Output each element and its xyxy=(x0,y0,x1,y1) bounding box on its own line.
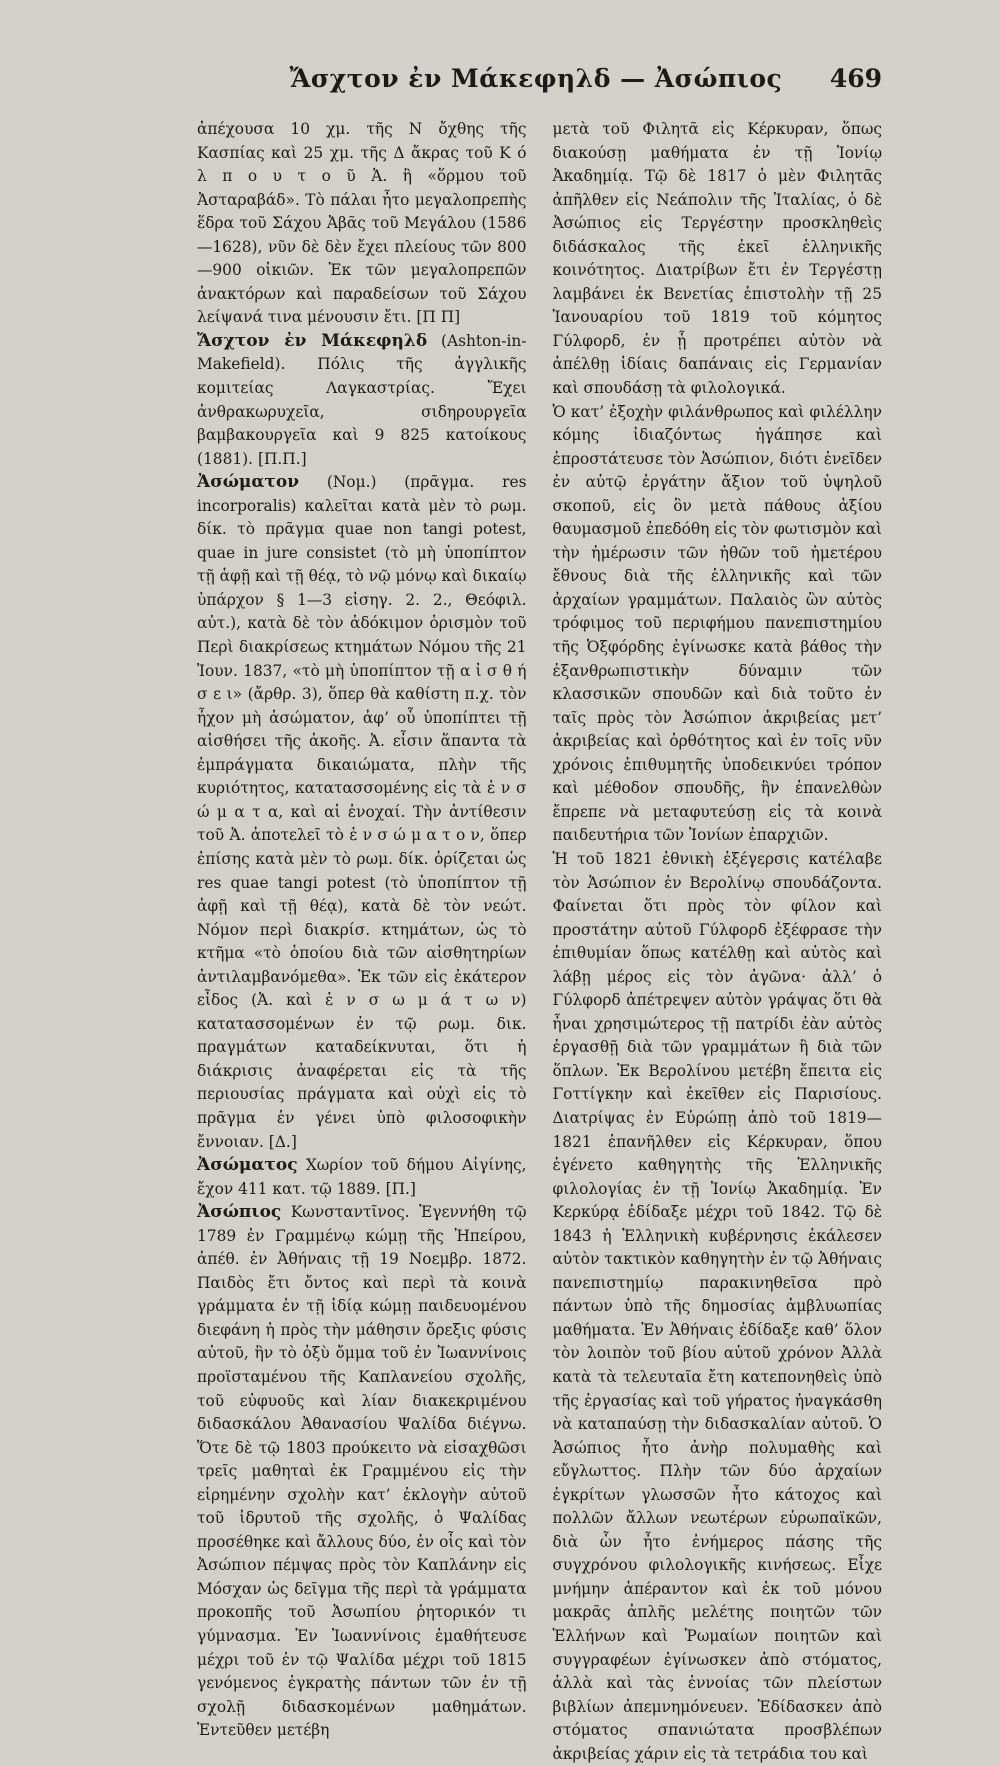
entry-asomaton xyxy=(197,471,527,1154)
entry-text-ashton: (Ashton-in-Makefield). Πόλις τῆς ἀγγλικῆς κομιτείας Λαγκαστρίας. Ἔχει ἀνθρακωρυχεῖα, σιδηρουργεῖα βαμβακουργεῖα καὶ 9 825 κατοίκους (1881). [Π.Π.] xyxy=(197,331,527,468)
right-paragraph-1: μετὰ τοῦ Φιλητᾶ εἰς Κέρκυραν, ὅπως διακούσῃ μαθήματα ἐν τῇ Ἰονίῳ Ἀκαδημίᾳ. Τῷ δὲ 1817 ὁ μὲν Φιλητᾶς ἀπῆλθεν εἰς Νεάπολιν τῆς Ἰταλίας, ὁ δὲ Ἀσώπιος εἰς Τεργέστην προσκληθεὶς διδάσκαλος τῆς ἐκεῖ ἑλληνικῆς κοινότητος. Διατρίβων ἔτι ἐν Τεργέστῃ λαμβάνει ἐκ Βενετίας ἐπιστολὴν τῇ 25 Ἰανουαρίου τοῦ 1819 τοῦ κόμητος Γύλφορδ, ἐν ᾗ προτρέπει αὐτὸν νὰ ἀπέλθῃ ἰδίαις δαπάναις εἰς Γερμανίαν καὶ σπουδάσῃ τὰ φιλολογικά. xyxy=(552,120,882,398)
page-number: 469 xyxy=(829,64,882,93)
lemma-asomatos: Ἀσώματος xyxy=(197,1155,298,1176)
text-columns xyxy=(197,118,882,1766)
running-title: Ἄσχτον ἐν Μάκεφηλδ — Ἀσώπιος xyxy=(289,64,783,93)
entry-text-asopios: Κωνσταντῖνος. Ἐγεννήθη τῷ 1789 ἐν Γραμμένῳ κώμῃ τῆς Ἠπείρου, ἀπέθ. ἐν Ἀθήναις τῇ 19 Νοεμβρ. 1872. Παιδὸς ἔτι ὄντος καὶ περὶ τὰ κοινὰ γράμματα ἐν τῇ ἰδίᾳ κώμῃ παιδευομένου διεφάνη ἡ πρὸς τὴν μάθησιν ὄρεξις φύσις αὐτοῦ, ἣν τὸ ὀξὺ ὄμμα τοῦ ἐν Ἰωαννίνοις προϊσταμένου τῆς Καπλανείου σχολῆς, τοῦ εὐφυοῦς καὶ λίαν διακεκριμένου διδασκάλου Ἀθανασίου Ψαλίδα διέγνω. Ὅτε δὲ τῷ 1803 προύκειτο νὰ εἰσαχθῶσι τρεῖς μαθηταὶ ἐκ Γραμμένου εἰς τὴν εἰρημένην σχολὴν κατ’ ἐκλογὴν αὐτοῦ τοῦ ἰδρυτοῦ τῆς σχολῆς, ὁ Ψαλίδας προσέθηκε καὶ ἄλλους δύο, ἐν οἷς καὶ τὸν Ἀσώπιον πέμψας πρὸς τὸν Καπλάνην εἰς Μόσχαν ὡς δεῖγμα τῆς περὶ τὰ γράμματα προκοπῆς τοῦ Ἀσωπίου ῥητορικόν τι γύμνασμα. Ἐν Ἰωαννίνοις ἐμαθήτευσε μέχρι τοῦ ἐν τῷ Ψαλίδα μέχρι τοῦ 1815 γενόμενος ἐγκρατὴς πάντων τῶν ἐν τῇ σχολῇ διδασκομένων μαθημάτων. Ἐντεῦθεν μετέβη xyxy=(197,1203,527,1740)
lemma-asopios: Ἀσώπιος xyxy=(197,1202,282,1223)
right-column xyxy=(553,118,883,1766)
lemma-ashton: Ἄσχτον ἐν Μάκεφηλδ xyxy=(197,330,428,351)
entry-text-asomatos: Χωρίον τοῦ δήμου Αἰγίνης, ἔχον 411 κατ. τῷ 1889. [Π.] xyxy=(197,1156,527,1198)
lemma-asomaton: Ἀσώματον xyxy=(197,472,300,493)
entry-ashton xyxy=(197,330,527,471)
continuation-paragraph: ἀπέχουσα 10 χμ. τῆς Ν ὄχθης τῆς Κασπίας καὶ 25 χμ. τῆς Δ ἄκρας τοῦ Κ ό λ π ο υ τ ο ῦ Ἀ. ἢ «ὅρμου τοῦ Ἀσταραβάδ». Τὸ πάλαι ἦτο μεγαλοπρεπὴς ἕδρα τοῦ Σάχου Ἀβᾶς τοῦ Μεγάλου (1586—1628), νῦν δὲ δὲν ἔχει πλείους τῶν 800—900 οἰκιῶν. Ἐκ τῶν μεγαλοπρεπῶν ἀνακτόρων καὶ παραδείσων τοῦ Σάχου λείψανά τινα μένουσιν ἔτι. [Π Π] xyxy=(197,120,527,327)
left-column xyxy=(197,118,527,1766)
entry-asopios xyxy=(197,1201,527,1743)
entry-text-asomaton: (Νομ.) (πρᾶγμα. res incorporalis) καλεῖται κατὰ μὲν τὸ ρωμ. δίκ. τὸ πρᾶγμα quae non tangi potest, quae in jure consistet (τὸ μὴ ὑποπίπτον τῇ ἁφῇ καὶ τῇ θέᾳ, τὸ νῷ μόνῳ καὶ δικαίῳ ὑπάρχον § 1—3 εἰσηγ. 2. 2., Θεόφιλ. αὐτ.), κατὰ δὲ τὸν ἀδόκιμον ὁρισμὸν τοῦ Περὶ διακρίσεως κτημάτων Νόμου τῆς 21 Ἰουν. 1837, «τὸ μὴ ὑποπίπτον τῇ α ἰ σ θ ή σ ε ι» (ἄρθρ. 3), ὅπερ θὰ καθίστη π.χ. τὸν ἦχον μὴ ἀσώματον, ἀφ’ οὗ ὑποπίπτει τῇ αἰσθήσει τῆς ἀκοῆς. Ἀ. εἶσιν ἅπαντα τὰ ἐμπράγματα δικαιώματα, πλὴν τῆς κυριότητος, κατατασσομένης εἰς τὰ ἐ ν σ ώ μ α τ α, καὶ αἱ ἐνοχαί. Τὴν ἀντίθεσιν τοῦ Ἀ. ἀποτελεῖ τὸ ἐ ν σ ώ μ α τ ο ν, ὅπερ ἐπίσης κατὰ μὲν τὸ ρωμ. δίκ. ὁρίζεται ὡς res quae tangi potest (τὸ ὑποπίπτον τῇ ἁφῇ καὶ τῇ θέᾳ), κατὰ δὲ τὸν νεώτ. Νόμον περὶ διακρίσ. κτημάτων, ὡς τὸ κτῆμα «τὸ ὁποίου διὰ τῶν αἰσθητηρίων ἀντιλαμβανόμεθα». Ἐκ τῶν εἰς ἑκάτερον εἶδος (Ἀ. καὶ ἐ ν σ ω μ ά τ ω ν) κατατασσομένων ἐν τῷ ρωμ. δικ. πραγμάτων καταδείκνυται, ὅτι ἡ διάκρισις ἀναφέρεται εἰς τὰ τῆς περιουσίας πράγματα καὶ οὐχὶ εἰς τὸ πρᾶγμα ἐν γένει ὑπὸ φιλοσοφικὴν ἔννοιαν. [Δ.] xyxy=(197,473,527,1151)
page-header xyxy=(202,64,882,112)
right-paragraph-3: Ἡ τοῦ 1821 ἐθνικὴ ἐξέγερσις κατέλαβε τὸν Ἀσώπιον ἐν Βερολίνῳ σπουδάζοντα. Φαίνεται ὅτι πρὸς τὸν φίλον καὶ προστάτην αὐτοῦ Γύλφορδ ἐξέφρασε τὴν ἐπιθυμίαν ὅπως κατέλθῃ καὶ αὐτὸς καὶ λάβῃ μέρος εἰς τὸν ἀγῶνα· ἀλλ’ ὁ Γύλφορδ ἀπέτρεψεν αὐτὸν γράψας ὅτι θὰ ἦναι χρησιμώτερος τῇ πατρίδι ἐὰν αὐτὸς ἐργασθῇ διὰ τῶν γραμμάτων ἢ διὰ τῶν ὅπλων. Ἐκ Βερολίνου μετέβη ἔπειτα εἰς Γοττίγκην καὶ ἐκεῖθεν εἰς Παρισίους. Διατρίψας ἐν Εὐρώπῃ ἀπὸ τοῦ 1819—1821 ἐπανῆλθεν εἰς Κέρκυραν, ὅπου ἐγένετο καθηγητὴς τῆς Ἑλληνικῆς φιλολογίας ἐν τῇ Ἰονίῳ Ἀκαδημίᾳ. Ἐν Κερκύρᾳ ἐδίδαξε μέχρι τοῦ 1842. Τῷ δὲ 1843 ἡ Ἑλληνικὴ κυβέρνησις ἐκάλεσεν αὐτὸν τακτικὸν καθηγητὴν ἐν τῷ Ἀθήναις πανεπιστημίῳ παρακινηθεῖσα πρὸ πάντων ὑπὸ τῆς δημοσίας ἀμβλυωπίας μαθήματα. Ἐν Ἀθήναις ἐδίδαξε καθ’ ὅλον τὸν λοιπὸν τοῦ βίου αὐτοῦ χρόνον Ἀλλὰ κατὰ τὰ τελευταῖα ἔτη κατεπονηθεὶς ὑπὸ τῆς ἐργασίας καὶ τοῦ γήρατος ἠναγκάσθη νὰ καταπαύσῃ τὴν διδασκαλίαν αὐτοῦ. Ὁ Ἀσώπιος ἦτο ἀνὴρ πολυμαθὴς καὶ εὔγλωττος. Πλὴν τῶν δύο ἀρχαίων ἐγκρίτων γλωσσῶν ἦτο κάτοχος καὶ πολλῶν ἄλλων νεωτέρων εὐρωπαϊκῶν, διὰ ὧν ἦτο ἐνήμερος πάσης τῆς συγχρόνου φιλολογικῆς κινήσεως. Εἶχε μνήμην ἀπέραντον καὶ ἐκ τοῦ μόνου μακρᾶς ἀπλῆς μελέτης ποιητῶν τῶν Ἑλλήνων καὶ Ῥωμαίων ποιητῶν καὶ συγγραφέων ἐγίνωσκεν ἀπὸ στόματος, ἀλλὰ καὶ τὰς ἐννοίας τῶν πλείστων βιβλίων ἀπεμνημόνευεν. Ἐδίδασκεν ἀπὸ στόματος σπανιώτατα προσβλέπων ἀκριβείας χάριν εἰς τὰ τετράδια του καὶ xyxy=(552,849,882,1763)
entry-asomatos xyxy=(197,1154,527,1201)
right-paragraph-2: Ὁ κατ’ ἐξοχὴν φιλάνθρωπος καὶ φιλέλλην κόμης ἰδιαζόντως ἠγάπησε καὶ ἐπροστάτευσε τὸν Ἀσώπιον, διότι ἐνεῖδεν ἐν αὐτῷ ἐργάτην ἄξιον τοῦ ὑψηλοῦ σκοποῦ, εἰς ὃν μετὰ πάθους ἀξίου θαυμασμοῦ ἐπεδόθη εἰς τὸν φωτισμὸν καὶ τὴν ἡμέρωσιν τῶν ἠθῶν τοῦ ἡμετέρου ἔθνους διὰ τῆς ἑλληνικῆς καὶ τῶν ἀρχαίων γραμμάτων. Παλαιὸς ὢν αὐτὸς τρόφιμος τοῦ περιφήμου πανεπιστημίου τῆς Ὀξφόρδης ἐγίνωσκε κατὰ βάθος τὴν ἐξανθρωπιστικὴν δύναμιν τῶν κλασσικῶν σπουδῶν καὶ διὰ τοῦτο ἐν ταῖς πρὸς τὸν Ἀσώπιον ἀκριβείας μετ’ ἀκριβείας καὶ ὀρθότητος καὶ ἐν τοῖς νῦν χρόνοις ἐπιθυμητῆς ὑποδεικνύει τρόπον καὶ μέθοδον σπουδῆς, ἣν ἐπανελθὼν ἔπρεπε νὰ μεταφυτεύσῃ εἰς τὰ κοινὰ παιδευτήρια τῶν Ἰονίων ἐπαρχιῶν. xyxy=(552,402,882,845)
